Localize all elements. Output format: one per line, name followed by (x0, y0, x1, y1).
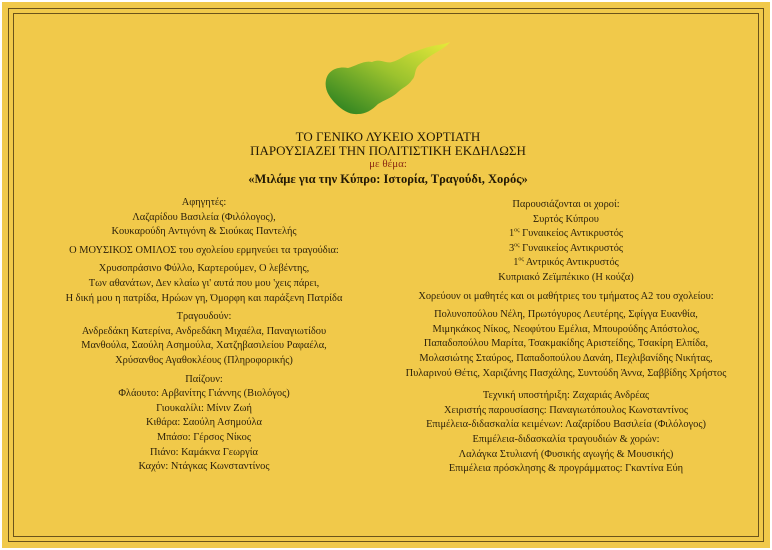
player-line: Πιάνο: Καμάκνα Γεωργία (150, 446, 258, 458)
dancers-line: Πυλαρινού Θέτις, Χαριζάνης Πασχάλης, Συντούδη Άννα, Σαββίδης Χρήστος (405, 367, 727, 379)
event-theme: «Μιλάμε για την Κύπρο: Ιστορία, Τραγούδι, Χορός» (248, 172, 528, 186)
song-line: Η δική μου η πατρίδα, Ηρώων γη, Όμορφη και παράξενη Πατρίδα (65, 292, 343, 304)
dance-line: $3^{o\varsigma}$ Γυναικείος Αντικρυστός (508, 242, 624, 254)
player-line: Καχόν: Ντάγκας Κωνσταντίνος (138, 461, 270, 473)
cyprus-map-icon (320, 40, 460, 120)
singer-line: Χρύσανθος Αγαθοκλέους (Πληροφορικής) (115, 354, 293, 366)
player-line: Κιθάρα: Σαούλη Ασημούλα (145, 417, 262, 429)
dances-heading: Παρουσιάζονται οι χοροί: (512, 199, 620, 210)
dancers-line: Μιμηκάκος Νίκος, Νεοφύτου Εμέλια, Μπουρούδης Απόστολος, (432, 323, 700, 335)
credit-line: Λαλάγκα Στυλιανή (Φυσικής αγωγής & Μουσικής) (458, 448, 674, 460)
dance-line: Συρτός Κύπρου (533, 213, 599, 225)
event-title: ΠΑΡΟΥΣΙΑΖΕΙ ΤΗΝ ΠΟΛΙΤΙΣΤΙΚΗ ΕΚΔΗΛΩΣΗ (250, 143, 526, 158)
dancers-line: Μολασιώτης Σταύρος, Παπαδοπούλου Δανάη, Πεχλιβανίδης Νικήτας, (419, 352, 713, 364)
narrators-heading: Αφηγητές: (181, 197, 227, 208)
theme-label: με θέμα: (369, 158, 407, 170)
player-line: Μπάσο: Γέρσος Νίκος (157, 431, 251, 443)
singer-line: Ανδρεδάκη Κατερίνα, Ανδρεδάκη Μιχαέλα, Παναγιωτίδου (81, 325, 327, 337)
credit-line: Επιμέλεια-διδασκαλία κειμένων: Λαζαρίδου Βασιλεία (Φιλόλογος) (426, 419, 706, 431)
invitation-card (2, 2, 770, 548)
dance-line: Κυπριακό Ζεϊμπέκικο (Η κούζα) (498, 271, 634, 283)
dance-line: $1^{o\varsigma}$ Αντρικός Αντικρυστός (513, 256, 619, 269)
singer-line: Μανθούλα, Σαούλη Ασημούλα, Χατζηβασιλείου Ραφαέλα, (81, 340, 327, 352)
header (2, 130, 772, 187)
narrator-line: Κουκαρούδη Αντιγόνη & Σιούκας Παντελής (111, 226, 297, 238)
dance-line: $1^{o\varsigma}$ Γυναικείος Αντικρυστός (508, 227, 624, 240)
dancers-line: Πολυνοπούλου Νέλη, Πρωτόγυρος Λευτέρης, Σφίγγα Ευανθία, (434, 309, 698, 321)
credit-line: Χειριστής παρουσίασης: Παναγιωτόπουλος Κωνσταντίνος (443, 404, 689, 416)
left-column (30, 196, 378, 475)
song-line: Των αθανάτων, Δεν κλαίω γι' αυτά που μου 'χεις πάρει, (88, 277, 320, 289)
players-heading: Παίζουν: (185, 373, 223, 385)
credit-line: Τεχνική υποστήριξη: Ζαχαριάς Ανδρέας (482, 390, 650, 402)
right-column (380, 198, 752, 477)
singers-heading: Τραγουδούν: (176, 311, 232, 323)
dancers-heading: Χορεύουν οι μαθητές και οι μαθήτριες του τμήματος Α2 του σχολείου: (418, 290, 714, 302)
narrator-line: Λαζαρίδου Βασιλεία (Φιλόλογος), (132, 211, 276, 223)
song-line: Χρυσοπράσινο Φύλλο, Καρτερούμεν, Ο λεβέντης, (98, 263, 310, 275)
player-line: Γιουκαλίλι: Μίνιν Ζωή (156, 402, 252, 414)
credit-line: Επιμέλεια πρόσκλησης & προγράμματος: Γκαντίνα Εύη (448, 463, 684, 475)
dancers-line: Παπαδοπούλου Μαρίτα, Τσακμακίδης Αριστείδης, Τσακίρη Ελπίδα, (423, 338, 709, 350)
music-heading: Ο ΜΟΥΣΙΚΟΣ ΟΜΙΛΟΣ του σχολείου ερμηνεύει τα τραγούδια: (69, 244, 339, 256)
player-line: Φλάουτο: Αρβανίτης Γιάννης (Βιολόγος) (118, 388, 290, 400)
credit-line: Επιμέλεια-διδασκαλία τραγουδιών & χορών: (472, 433, 660, 445)
school-title: ΤΟ ΓΕΝΙΚΟ ΛΥΚΕΙΟ ΧΟΡΤΙΑΤΗ (295, 129, 481, 144)
